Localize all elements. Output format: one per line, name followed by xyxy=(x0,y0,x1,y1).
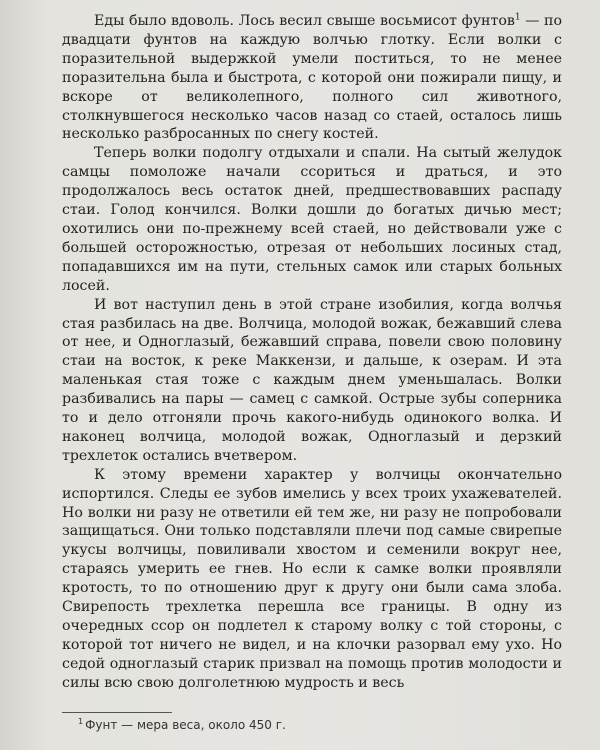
footnote-reference: 1 xyxy=(514,12,521,23)
paragraph: К этому времени характер у волчицы окончательно испортился. Следы ее зубов имелись у всех троих ухажевателей. Но волки ни разу не ответили ей тем же, ни разу не попробовали защищаться. Они только подставляли плечи под самые свирепые укусы волчицы, повиливали хвостом и семенили вокруг нее, стараясь умерить ее гнев. Но если к самке волки проявляли кротость, то по отношению друг к другу они были сама злоба. Свирепость трехлетка перешла все границы. В одну из очередных ссор он подлетел к старому волку с той стороны, с которой тот ничего не видел, и на клочки разорвал ему ухо. Но седой одноглазый старик призвал на помощь против молодости и силы всю свою долголетнюю мудрость и весь xyxy=(62,466,562,691)
paragraph xyxy=(62,12,562,144)
footnote-divider xyxy=(62,712,172,713)
paragraph-text: — по двадцати фунтов на каждую волчью глотку. Если волки с поразительной выдержкой умели поститься, то не менее поразительна была и быстрота, с которой они пожирали пищу, и вскоре от великолепного, полного сил животного, столкнувшегося несколько часов назад со стаей, осталось лишь несколько разбросанных по снегу костей. xyxy=(62,13,562,143)
footnote-text: Фунт — мера веса, около 450 г. xyxy=(85,718,286,732)
paragraph: Теперь волки подолгу отдыхали и спали. На сытый желудок самцы помоложе начали ссориться и драться, и это продолжалось весь остаток дней, предшествовавших распаду стаи. Голод кончился. Волки дошли до богатых дичью мест; охотились они по-прежнему всей стаей, но действовали уже с большей осторожностью, отрезая от небольших лосиных стад, попадавшихся им на пути, стельных самок или старых больных лосей. xyxy=(62,145,562,294)
footnote xyxy=(78,718,558,733)
paragraph: И вот наступил день в этой стране изобилия, когда волчья стая разбилась на две. Волчица, молодой вожак, бежавший слева от нее, и Одноглазый, бежавший справа, повели свою половину стаи на восток, к реке Маккензи, и дальше, к озерам. И эта маленькая стая тоже с каждым днем уменьшалась. Волки разбивались на пары — самец с самкой. Острые зубы соперника то и дело отгоняли прочь какого-нибудь одинокого волка. И наконец волчица, молодой вожак, Одноглазый и дерзкий трехлеток остались вчетвером. xyxy=(62,296,562,464)
footnote-number: 1 xyxy=(78,717,84,726)
paragraph-text: Еды было вдоволь. Лось весил свыше восьмисот фунтов xyxy=(94,13,515,29)
body-text xyxy=(62,12,562,693)
